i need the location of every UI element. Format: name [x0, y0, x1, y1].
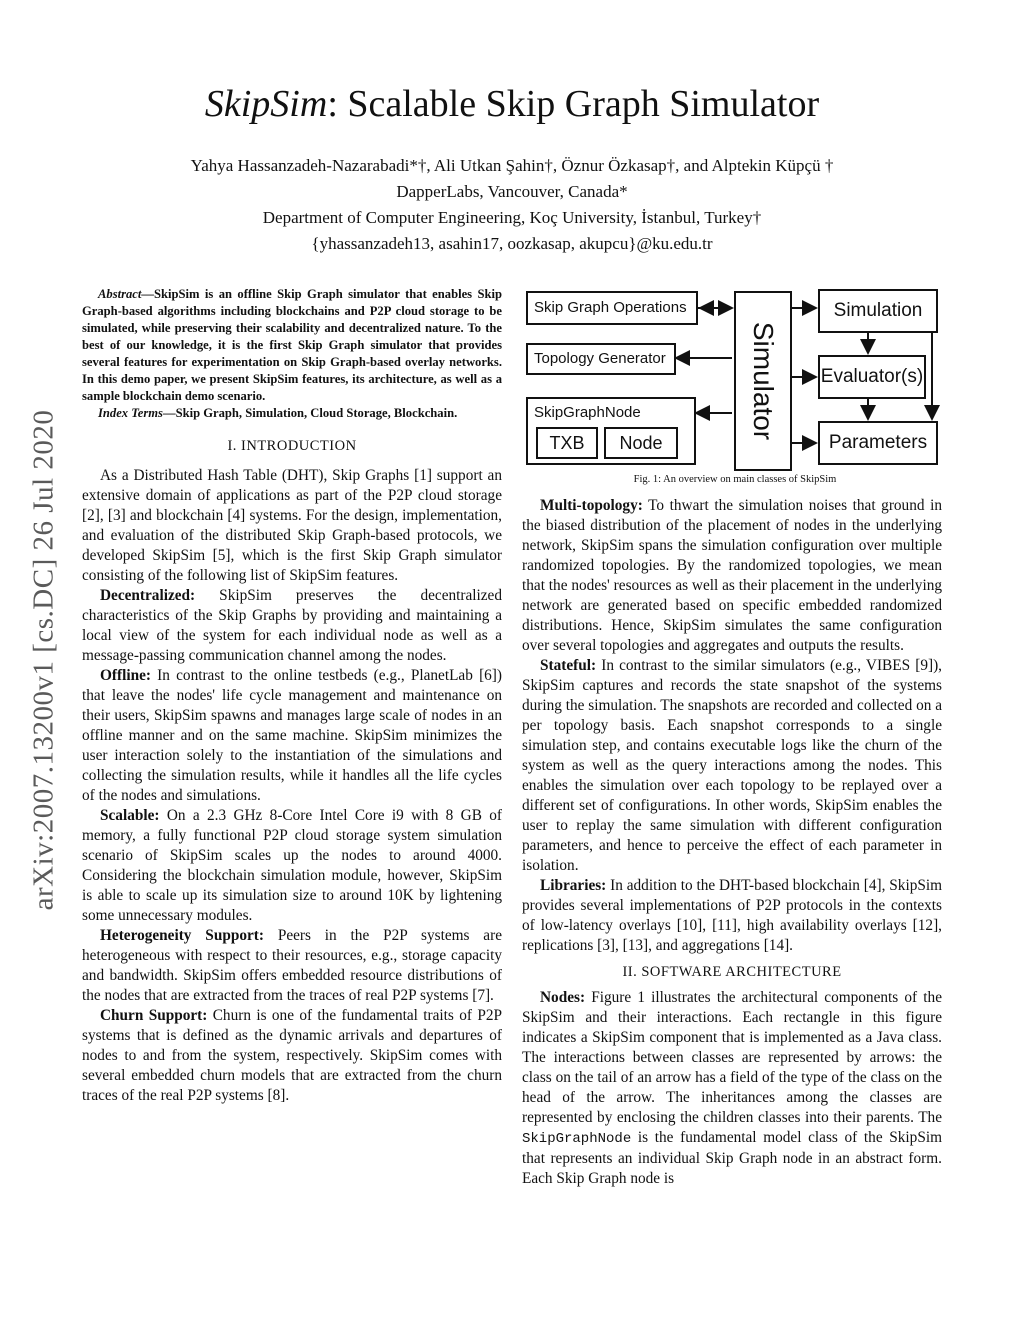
intro-paragraph: As a Distributed Hash Table (DHT), Skip Graphs [1] support an extensive domain of applications as part of the P2P cloud storage [2], [3] and blockchain [4] systems. For the design, implementation, and evaluation of the distributed Skip Graph-based protocols, we developed SkipSim [5], which is the first Skip Graph simulator consisting of the following list of SkipSim features. — [82, 467, 502, 584]
box-node — [604, 427, 678, 459]
box-label: Topology Generator — [534, 350, 666, 367]
box-label: Simulation — [833, 300, 923, 321]
box-simulator — [734, 291, 792, 471]
box-label: TXB — [549, 433, 585, 453]
figure-caption: Fig. 1: An overview on main classes of SkipSim — [633, 474, 837, 485]
feature-decentralized — [82, 586, 502, 666]
index-terms: —Skip Graph, Simulation, Cloud Storage, Blockchain. — [162, 406, 458, 420]
paper-title — [0, 82, 1024, 126]
box-label: Evaluator(s) — [820, 366, 924, 387]
emails: {yhassanzadeh13, asahin17, oozkasap, akupcu}@ku.edu.tr — [311, 234, 713, 253]
right-column — [522, 496, 942, 1189]
index-terms-lead: Index Terms — [98, 406, 163, 420]
feature-lead: Decentralized: — [100, 587, 196, 604]
box-txb — [536, 427, 598, 459]
box-label: Node — [619, 433, 663, 453]
box-label: Parameters — [828, 432, 928, 453]
section-heading-architecture: II. SOFTWARE ARCHITECTURE — [622, 964, 842, 980]
feature-lead: Scalable: — [100, 807, 160, 824]
affiliation-1: DapperLabs, Vancouver, Canada* — [396, 182, 628, 201]
feature-lead: Churn Support: — [100, 1007, 208, 1024]
feature-libraries — [522, 876, 942, 956]
feature-text: is the fundamental model class of the SkipSim that represents an individual Skip Graph node in an abstract form. Each Skip Graph node is — [522, 1129, 942, 1187]
feature-churn — [82, 1006, 502, 1106]
abstract-lead: Abstract— — [98, 287, 154, 301]
feature-text: SkipSim preserves the decentralized characteristics of the Skip Graphs by providing and maintaining a local view of the system for each individual node as well as a message-passing communication channel among the nodes. — [82, 587, 502, 664]
feature-lead: Nodes: — [540, 989, 586, 1006]
feature-lead: Stateful: — [540, 657, 597, 674]
feature-text: Churn is one of the fundamental traits of P2P systems that is defined as the dynamic arrivals and departures of nodes to and from the system, respectively. SkipSim comes with several embedded churn models that are extracted from the churn traces of the real P2P systems [8]. — [82, 1007, 502, 1104]
feature-text: On a 2.3 GHz 8-Core Intel Core i9 with 8 GB of memory, a fully functional P2P cloud storage system simulation scenario of SkipSim scales up the nodes to around 4000. Considering the blockchain simulation module, however, SkipSim is able to scale up its simulation size to around 10K by lightening some unnecessary modules. — [82, 807, 502, 924]
code-skipgraphnode: SkipGraphNode — [522, 1131, 632, 1147]
box-topology-generator — [526, 343, 676, 375]
box-simulation — [818, 289, 938, 333]
nodes-paragraph — [522, 988, 942, 1189]
arxiv-sidebar — [22, 360, 66, 960]
box-label: SkipGraphNode — [534, 404, 641, 421]
feature-heterogeneity — [82, 926, 502, 1006]
feature-lead: Multi-topology: — [540, 497, 643, 514]
box-parameters — [818, 421, 938, 465]
authors-line: Yahya Hassanzadeh-Nazarabadi*†, Ali Utkan Şahin†, Öznur Özkasap†, and Alptekin Küpçü † — [190, 156, 834, 175]
title-em: SkipSim — [204, 83, 328, 125]
feature-stateful — [522, 656, 942, 876]
title-rest: : Scalable Skip Graph Simulator — [327, 83, 820, 125]
feature-text: In contrast to the online testbeds (e.g., PlanetLab [6]) that leave the nodes' life cycle management and maintenance on their users, SkipSim spawns and manages large scale of nodes in an offline manner and on the same machine. SkipSim minimizes the user interaction solely to the instantiation of the simulations and collecting the simulation results, while it handles all the life cycles of the nodes and simulations. — [82, 667, 502, 804]
arxiv-id: arXiv:2007.13200v1 [cs.DC] 26 Jul 2020 — [27, 409, 60, 911]
feature-lead: Heterogeneity Support: — [100, 927, 264, 944]
author-block — [0, 153, 1024, 257]
feature-scalable — [82, 806, 502, 926]
feature-text: In contrast to the similar simulators (e.g., VIBES [9]), SkipSim captures and records the state snapshot of the systems during the simulation. The snapshots are recorded and collected on a per topology basis. Each snapshot corresponds to a single simulation step, and contains executable logs like the churn of the system as well as the query interactions among the nodes. This enables the simulation over each topology to be replayed over a different set of configurations. In other words, SkipSim enables the user to replay the same simulation with different configuration parameters, and hence to perceive the effect of each parameter in isolation. — [522, 657, 942, 874]
box-skip-graph-operations — [526, 291, 698, 325]
box-label: Simulator — [748, 321, 779, 441]
feature-multi-topology — [522, 496, 942, 656]
feature-lead: Libraries: — [540, 877, 607, 894]
box-evaluators — [818, 355, 926, 399]
abstract — [82, 286, 502, 422]
section-heading-intro: I. INTRODUCTION — [227, 438, 357, 454]
affiliation-2: Department of Computer Engineering, Koç University, İstanbul, Turkey† — [262, 208, 762, 227]
figure-1 — [520, 285, 950, 475]
abstract-text: SkipSim is an offline Skip Graph simulator that enables Skip Graph-based algorithms including blockchains and P2P cloud storage to be simulated, while preserving their scalability and decentralized nature. To the best of our knowledge, it is the first Skip Graph simulator that provides several features for experimentation on Skip Graph-based overlay networks. In this demo paper, we present SkipSim features, its architecture, as well as a sample blockchain demo scenario. — [82, 287, 502, 403]
left-column — [82, 286, 502, 1106]
feature-text: Peers in the P2P systems are heterogeneous with respect to their resources, e.g., storage capacity and bandwidth. SkipSim offers embedded resource distributions of the nodes that are extracted from the traces of real P2P systems [7]. — [82, 927, 502, 1004]
feature-offline — [82, 666, 502, 806]
feature-lead: Offline: — [100, 667, 151, 684]
feature-text: To thwart the simulation noises that ground in the biased distribution of the placement of nodes in the underlying network, SkipSim spans the simulation configuration over multiple randomized topologies. By the randomized topologies, we mean that the nodes' resources as well as their placement in the underlying network are generated based on specific embedded randomized distributions. Hence, SkipSim simulates the same configuration over several topologies and aggregates and outputs the results. — [522, 497, 942, 654]
box-label: Skip Graph Operations — [534, 299, 687, 316]
feature-text: In addition to the DHT-based blockchain [4], SkipSim provides several implementations of P2P protocols in the contexts of low-latency overlays [10], [11], high availability overlays [12], replications [3], [13], and aggregations [14]. — [522, 877, 942, 954]
feature-text: Figure 1 illustrates the architectural components of the SkipSim and their interactions. Each rectangle in this figure indicates a SkipSim component that is implemented as a Java class. The interactions between classes are represented by arrows: the class on the tail of an arrow has a field of the type of the class on the head of the arrow. The inheritances among the classes are represented by enclosing the children classes into their parents. The — [522, 989, 942, 1126]
